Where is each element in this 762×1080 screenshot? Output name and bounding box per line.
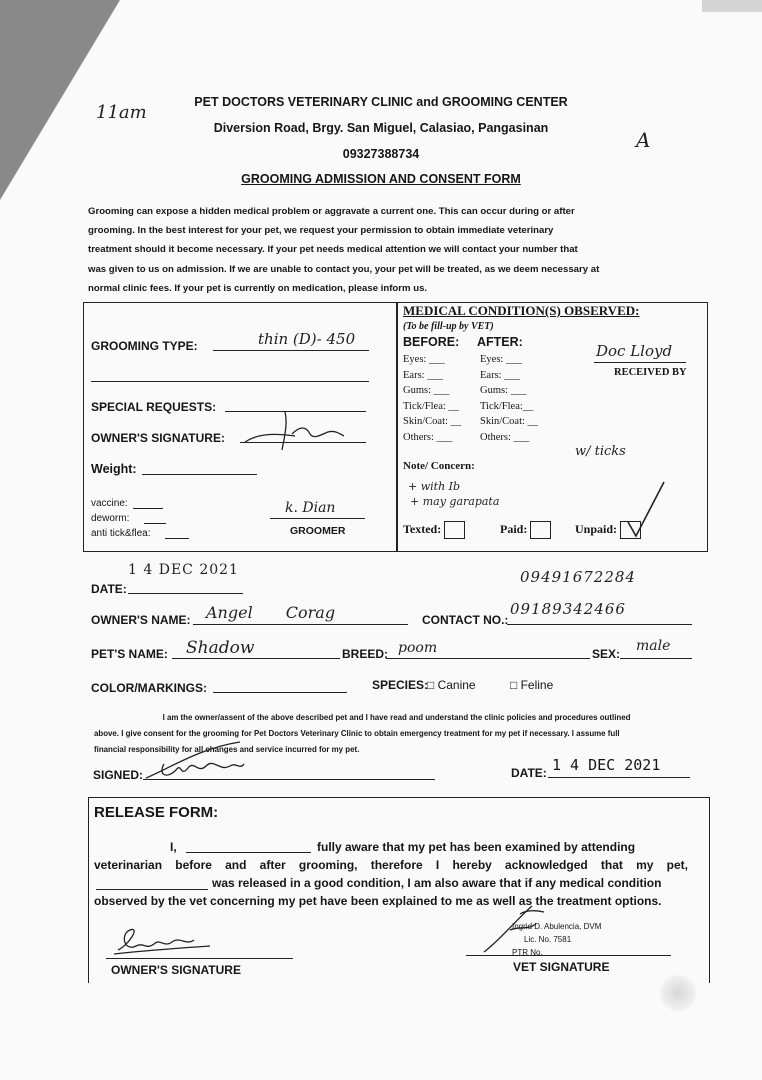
deworm-label: deworm: xyxy=(91,513,130,524)
signed-date-stamp: 1 4 DEC 2021 xyxy=(552,756,661,774)
intro-line: grooming. In the best interest for your pet, we request your permission to obtain immediate veterinary xyxy=(88,225,554,237)
before-item: Eyes: ___ xyxy=(403,354,445,365)
paid-box[interactable] xyxy=(530,521,551,539)
consent-line: I am the owner/assent of the above described pet and I have read and understand the clinic policies and procedures outlined xyxy=(162,713,631,722)
time-note: 11am xyxy=(96,102,147,123)
release-pet-field[interactable] xyxy=(96,889,208,890)
date-label: DATE: xyxy=(91,582,127,596)
form-title: GROOMING ADMISSION AND CONSENT FORM xyxy=(241,172,521,186)
pet-name-field[interactable] xyxy=(172,658,340,659)
paid-checkbox[interactable] xyxy=(500,521,551,539)
note-label: Note/ Concern: xyxy=(403,460,475,472)
breed-label: BREED: xyxy=(342,647,389,661)
release-title: RELEASE FORM: xyxy=(94,804,219,821)
grooming-type-label: GROOMING TYPE: xyxy=(91,339,198,353)
received-label: RECEIVED BY xyxy=(614,367,687,378)
medical-subtitle: (To be fill-up by VET) xyxy=(403,321,494,332)
owner-signature-line[interactable] xyxy=(106,958,293,959)
paid-label: Paid: xyxy=(500,521,528,536)
after-item: Others: ___ xyxy=(480,431,530,443)
date-stamp: 1 4 DEC 2021 xyxy=(128,562,239,578)
contact-value: 09189342466 xyxy=(510,600,626,618)
sex-field[interactable] xyxy=(620,658,692,659)
contact-field[interactable] xyxy=(507,624,692,625)
after-list xyxy=(480,352,538,446)
intro-line: Grooming can expose a hidden medical problem or aggravate a current one. This can occur during or after xyxy=(88,206,575,217)
feline-option[interactable]: □ Feline xyxy=(510,678,554,692)
vet-stamp-name: Ingrid D. Abulencia, DVM xyxy=(512,922,602,931)
special-requests-label: SPECIAL REQUESTS: xyxy=(91,400,217,414)
groomer-label: GROOMER xyxy=(290,525,346,537)
after-item: Ears: ___ xyxy=(480,369,520,381)
groomer-field[interactable] xyxy=(270,518,365,519)
sex-label: SEX: xyxy=(592,647,621,661)
owner-signed-scribble xyxy=(140,738,260,788)
vet-stamp-ptr: PTR No. xyxy=(512,948,543,957)
owner-name-field[interactable] xyxy=(193,624,408,625)
before-list xyxy=(403,352,461,446)
grooming-extra-field[interactable] xyxy=(91,381,369,382)
sex-value: male xyxy=(636,638,671,654)
consent-line: financial responsibility for all changes and service incurred for my pet. xyxy=(94,745,360,754)
pet-name-label: PET'S NAME: xyxy=(91,647,168,661)
vet-stamp-license: Lic. No. 7581 xyxy=(524,935,572,944)
grooming-type-value: thin (D)- 450 xyxy=(258,330,356,348)
vet-signature-scribble xyxy=(480,900,560,960)
vet-signature-caption: VET SIGNATURE xyxy=(513,960,610,974)
date-field[interactable] xyxy=(128,593,243,594)
grooming-type-field[interactable] xyxy=(213,350,369,351)
before-item: Gums: ___ xyxy=(403,385,450,397)
signed-date-field[interactable] xyxy=(548,777,690,778)
corner-mark: A xyxy=(636,128,651,152)
clinic-name: PET DOCTORS VETERINARY CLINIC and GROOMING CENTER xyxy=(194,95,568,109)
clinic-address: Diversion Road, Brgy. San Miguel, Calasiao, Pangasinan xyxy=(213,121,549,135)
intro-line: was given to us on admission. If we are unable to contact you, your pet will be treated, as we deem necessary at xyxy=(88,263,600,275)
unpaid-check-mark xyxy=(622,478,672,542)
vaccine-field[interactable] xyxy=(133,508,163,509)
contact-handwriting: 09491672284 xyxy=(520,568,636,586)
received-value: Doc Lloyd xyxy=(596,342,673,360)
texted-checkbox[interactable] xyxy=(403,521,465,539)
signed-label: SIGNED: xyxy=(93,768,144,782)
after-item: Skin/Coat: __ xyxy=(480,416,539,428)
after-item: Eyes: ___ xyxy=(480,354,522,365)
weight-field[interactable] xyxy=(142,474,257,475)
clinic-phone: 09327388734 xyxy=(342,147,420,161)
intro-line: treatment should it become necessary. If your pet needs medical attention we will contact your number that xyxy=(88,244,578,256)
release-line2: veterinarian before and after grooming, therefore I hereby acknowledged that my pet, xyxy=(94,858,688,872)
smudge-mark xyxy=(660,975,696,1011)
release-line4: observed by the vet concerning my pet have been explained to me as well as the treatment options. xyxy=(94,894,662,908)
consent-line: above. I give consent for the grooming for Pet Doctors Veterinary Clinic to obtain emergency treatment for my pet if necessary. I assume full xyxy=(94,729,620,738)
vet-signature-line[interactable] xyxy=(466,955,671,956)
color-markings-label: COLOR/MARKINGS: xyxy=(91,681,207,695)
canine-option[interactable]: □ Canine xyxy=(427,678,476,692)
note-handwriting: + with Ib xyxy=(408,480,461,493)
release-line1-end: fully aware that my pet has been examined by attending xyxy=(317,840,636,854)
before-item: Tick/Flea: __ xyxy=(403,400,459,412)
release-owner-field[interactable] xyxy=(186,852,311,853)
after-label: AFTER: xyxy=(477,335,523,349)
owner-signature-caption: OWNER'S SIGNATURE xyxy=(111,963,241,977)
before-item: Others: ___ xyxy=(403,431,453,443)
groomer-value: k. Dian xyxy=(285,500,336,516)
owner-signature-scribble xyxy=(240,404,350,454)
release-line3: was released in a good condition, I am also aware that if any medical condition xyxy=(212,876,662,890)
owner-signature-label: OWNER'S SIGNATURE: xyxy=(91,431,225,445)
page-edge xyxy=(702,0,762,12)
species-label: SPECIES: xyxy=(372,678,429,692)
box-divider xyxy=(396,302,398,551)
antitick-field[interactable] xyxy=(165,538,189,539)
deworm-field[interactable] xyxy=(144,523,166,524)
intro-line: normal clinic fees. If your pet is currently on medication, please inform us. xyxy=(88,282,428,294)
after-item: Gums: ___ xyxy=(480,385,527,397)
release-owner-signature xyxy=(110,920,220,960)
texted-box[interactable] xyxy=(444,521,465,539)
before-item: Ears: ___ xyxy=(403,369,443,381)
pet-name-value: Shadow xyxy=(186,638,255,658)
before-item: Skin/Coat: __ xyxy=(403,416,462,428)
note-handwriting: w/ ticks xyxy=(575,444,626,459)
contact-label: CONTACT NO.: xyxy=(422,613,509,627)
color-markings-field[interactable] xyxy=(213,692,347,693)
weight-label: Weight: xyxy=(91,462,137,476)
owner-name-value: Angel Corag xyxy=(206,603,336,622)
breed-field[interactable] xyxy=(386,658,590,659)
breed-value: poom xyxy=(398,640,438,656)
medical-title: MEDICAL CONDITION(S) OBSERVED: xyxy=(403,303,640,318)
unpaid-label: Unpaid: xyxy=(575,521,618,536)
release-line1-start: I, xyxy=(170,840,177,854)
note-handwriting: + may garapata xyxy=(410,495,500,508)
antitick-label: anti tick&flea: xyxy=(91,528,151,539)
before-label: BEFORE: xyxy=(403,335,460,349)
texted-label: Texted: xyxy=(403,521,442,536)
vaccine-label: vaccine: xyxy=(91,498,128,509)
owner-name-label: OWNER'S NAME: xyxy=(91,613,191,627)
after-item: Tick/Flea:__ xyxy=(480,400,534,412)
signed-date-label: DATE: xyxy=(511,766,547,780)
received-field[interactable] xyxy=(594,362,686,363)
intro-paragraph xyxy=(88,202,696,298)
